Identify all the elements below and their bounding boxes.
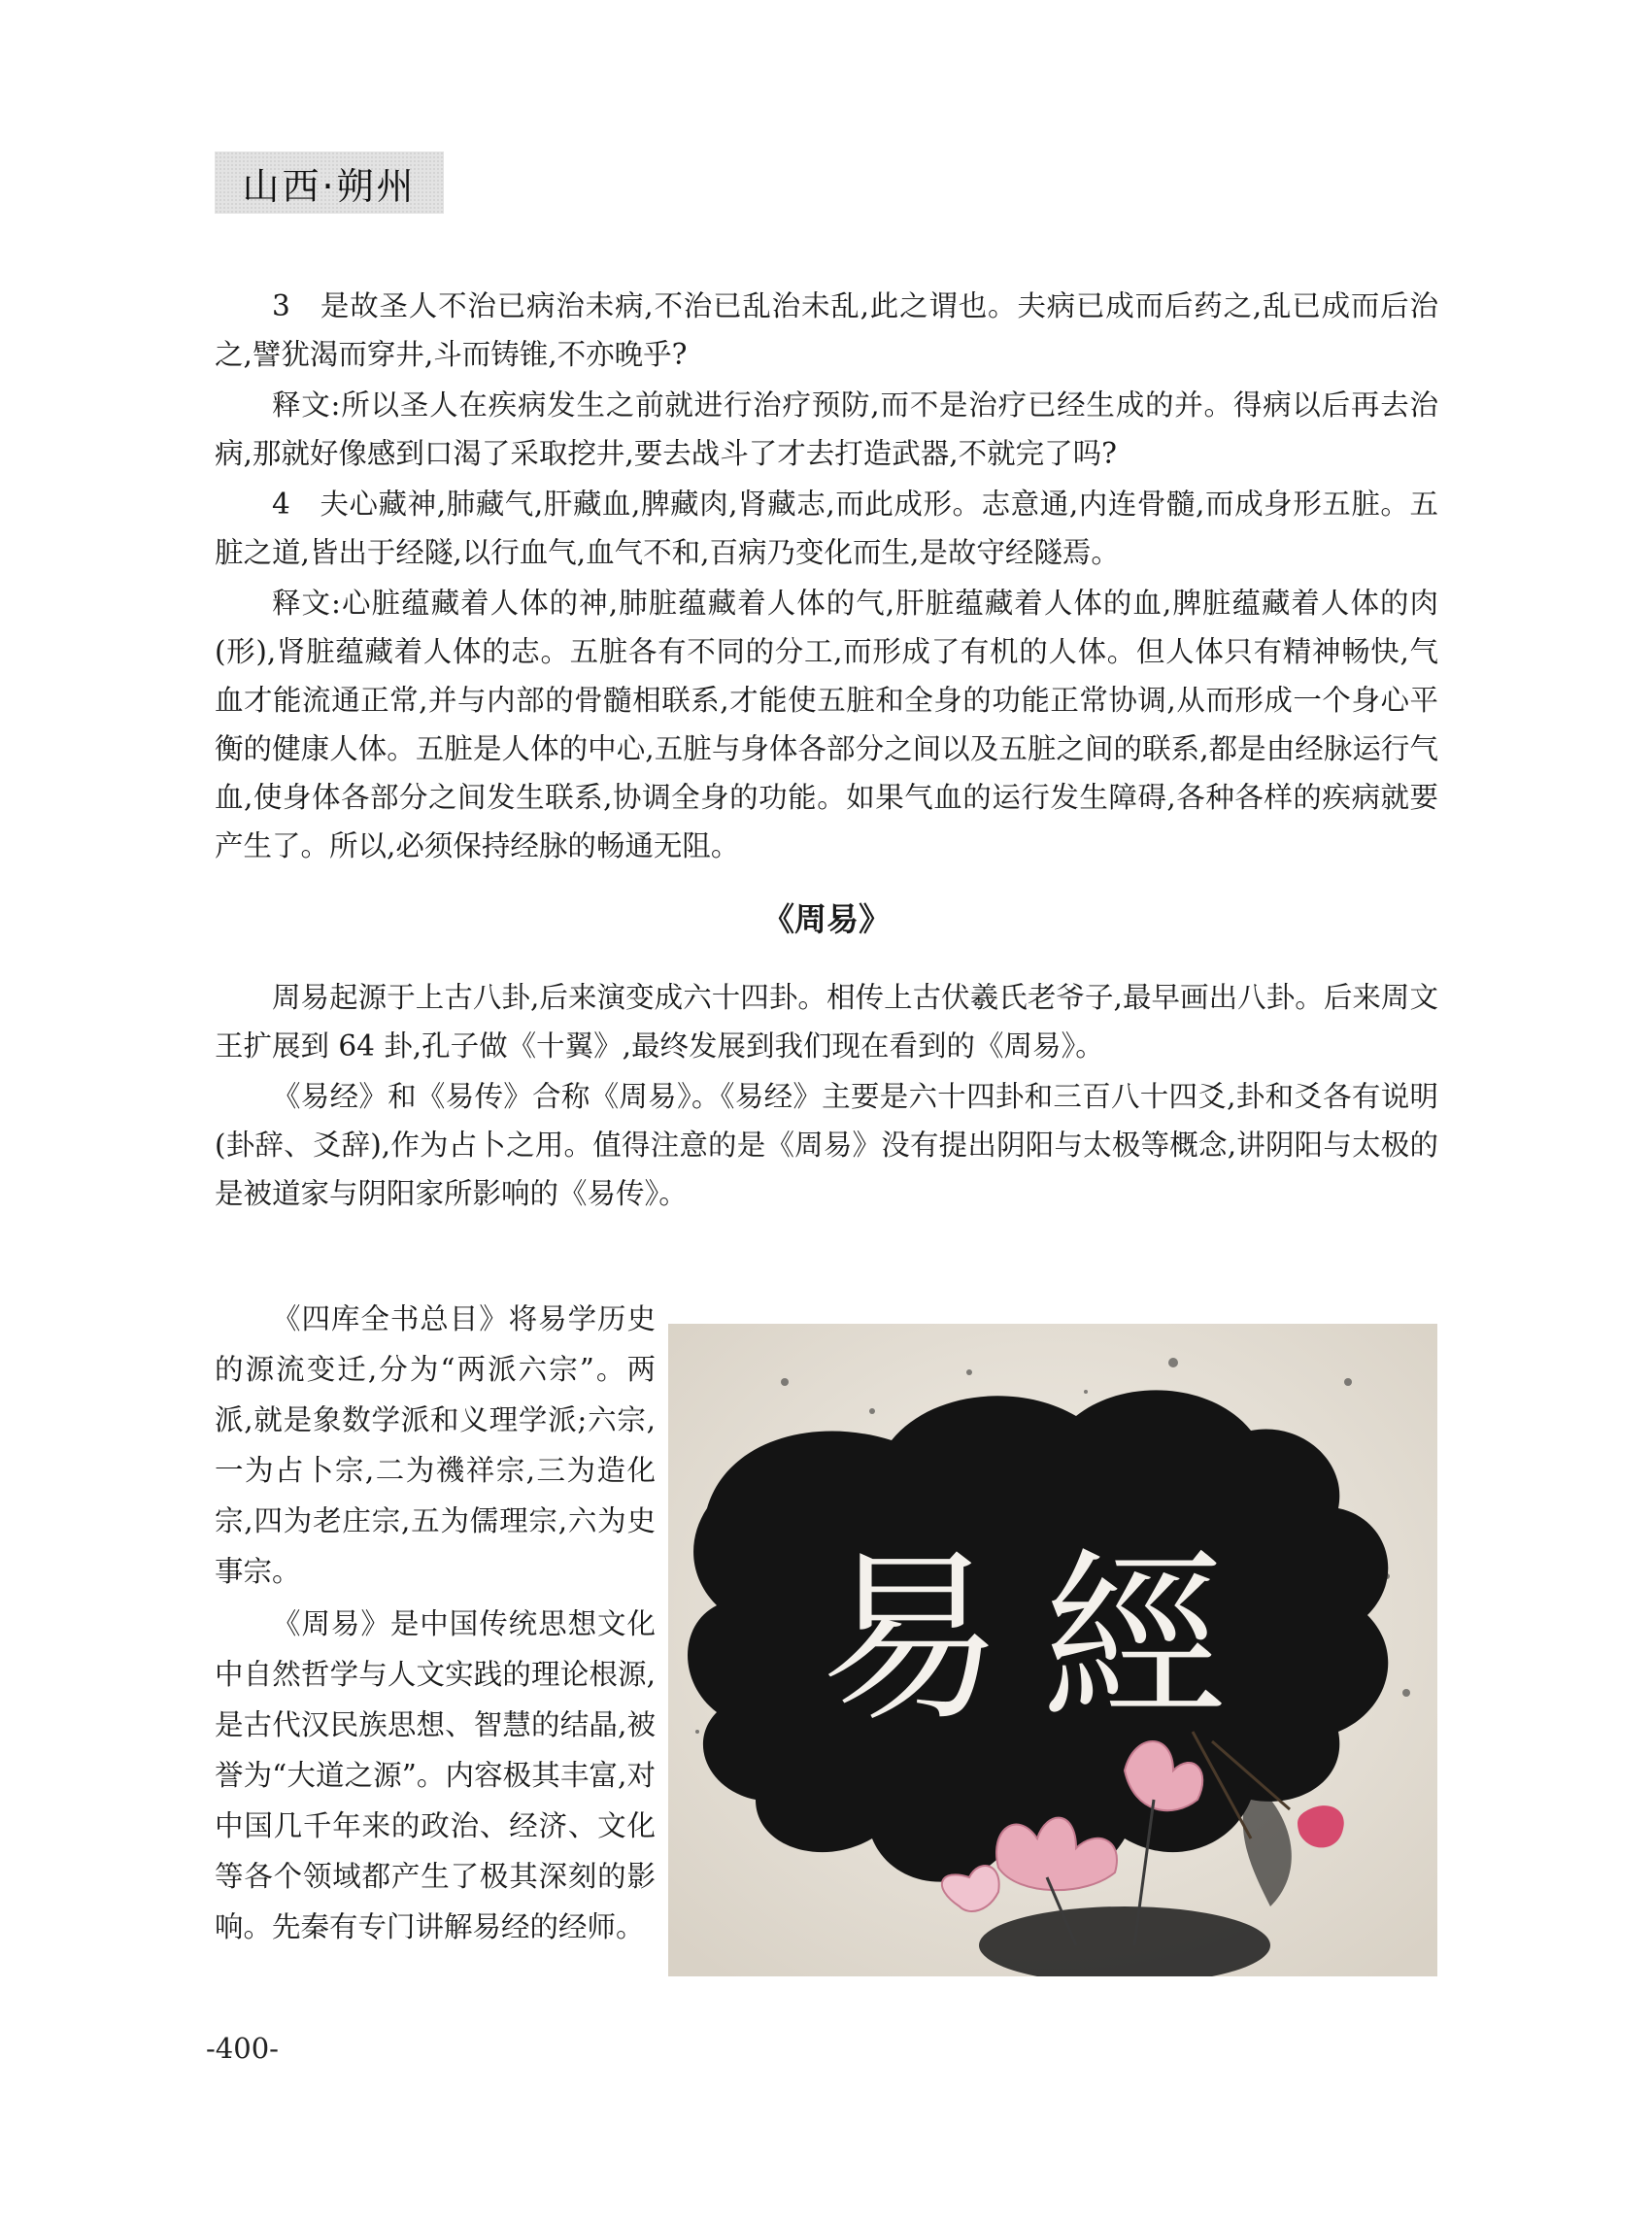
wrap-text-column — [215, 1294, 656, 1952]
yijing-ink-illustration — [668, 1324, 1437, 1976]
paragraph-4: 释文:心脏蕴藏着人体的神,肺脏蕴藏着人体的气,肝脏蕴藏着人体的血,脾脏蕴藏着人体的肉(形),肾脏蕴藏着人体的志。五脏各有不同的分工,而形成了有机的人体。但人体只有精神畅快,气血才能流通正常,并与内部的骨髓相联系,才能使五脏和全身的功能正常协调,从而形成一个身心平衡的健康人体。五脏是人体的中心,五脏与身体各部分之间以及五脏之间的联系,都是由经脉运行气血,使身体各部分之间发生联系,协调全身的功能。如果气血的运行发生障碍,各种各样的疾病就要产生了。所以,必须保持经脉的畅通无阻。 — [215, 587, 1438, 862]
paragraph-3: 4 夫心藏神,肺藏气,肝藏血,脾藏肉,肾藏志,而此成形。志意通,内连骨髓,而成身形五脏。五脏之道,皆出于经隧,以行血气,血气不和,百病乃变化而生,是故守经隧焉。 — [215, 488, 1438, 569]
running-head-title: 山西·朔州 — [242, 164, 417, 208]
section-paragraph-2: 《易经》和《易传》合称《周易》。《易经》主要是六十四卦和三百八十四爻,卦和爻各有说明(卦辞、爻辞),作为占卜之用。值得注意的是《周易》没有提出阴阳与太极等概念,讲阴阳与太极的是被道家与阴阳家所影响的《易传》。 — [215, 1080, 1438, 1210]
page-number: -400- — [206, 2032, 279, 2065]
paragraph-2: 释文:所以圣人在疾病发生之前就进行治疗预防,而不是治疗已经生成的并。得病以后再去治病,那就好像感到口渴了采取挖井,要去战斗了才去打造武器,不就完了吗? — [215, 388, 1438, 470]
section-paragraph-1: 周易起源于上古八卦,后来演变成六十四卦。相传上古伏羲氏老爷子,最早画出八卦。后来周文王扩展到 64 卦,孔子做《十翼》,最终发展到我们现在看到的《周易》。 — [215, 981, 1438, 1062]
paragraph-1: 3 是故圣人不治已病治未病,不治已乱治未乱,此之谓也。夫病已成而后药之,乱已成而后治之,譬犹渴而穿井,斗而铸锥,不亦晚乎? — [215, 289, 1438, 371]
body-text — [215, 282, 1438, 1218]
ink-painting — [668, 1324, 1437, 1976]
wrap-paragraph-2: 《周易》是中国传统思想文化中自然哲学与人文实践的理论根源,是古代汉民族思想、智慧的结晶,被誉为“大道之源”。内容极其丰富,对中国几千年来的政治、经济、文化等各个领域都产生了极其深刻的影响。先秦有专门讲解易经的经师。 — [215, 1607, 656, 1943]
calligraphy-text: 易經 — [818, 1532, 1266, 1746]
running-head — [215, 152, 444, 214]
section-title: 《周易》 — [762, 900, 891, 938]
wrap-paragraph-1: 《四库全书总目》将易学历史的源流变迁,分为“两派六宗”。两派,就是象数学派和义理学派;六宗,一为占卜宗,二为禨祥宗,三为造化宗,四为老庄宗,五为儒理宗,六为史事宗。 — [215, 1302, 656, 1588]
